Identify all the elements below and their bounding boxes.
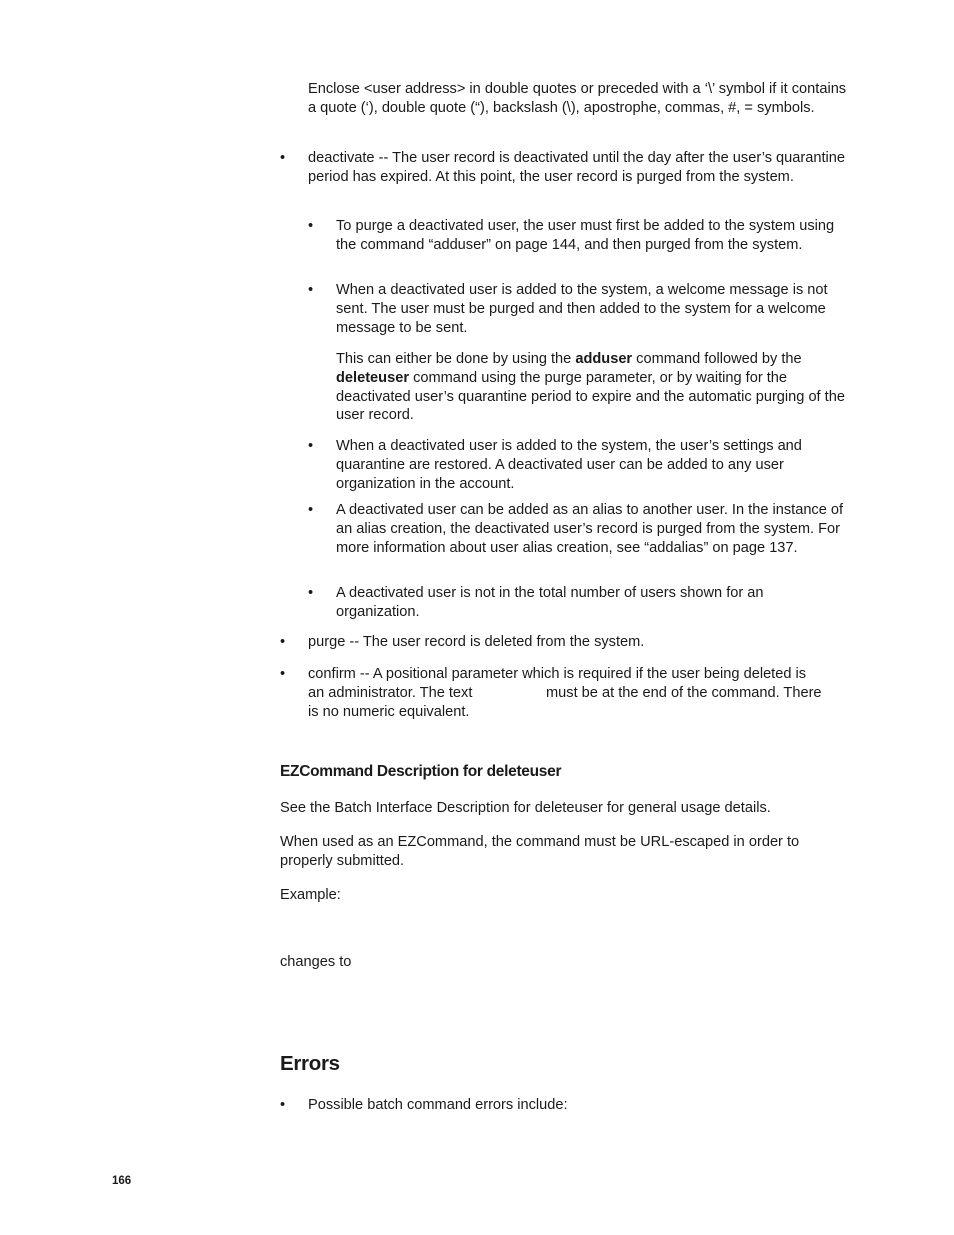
deactivate-subitem-2: When a deactivated user is added to the system, a welcome message is not sent. The user must be purged and then added to the system for a welcome message to be sent. bbox=[336, 282, 828, 336]
enclose-paragraph: Enclose <user address> in double quotes or preceded with a ‘\’ symbol if it contains a quote (‘), double quote (“), backslash (\), apostrophe, commas, #, = symbols. bbox=[308, 81, 847, 116]
confirm-line-1: confirm -- A positional parameter which is required if the user being deleted is bbox=[308, 666, 807, 682]
example-label: Example: bbox=[280, 887, 341, 903]
bullet-marker: • bbox=[308, 438, 314, 454]
changes-to-label: changes to bbox=[280, 954, 352, 970]
bullet-marker: • bbox=[280, 666, 286, 682]
ezcommand-paragraph-2: When used as an EZCommand, the command must be URL-escaped in order to properly submitted. bbox=[280, 834, 800, 869]
deactivate-subitem-1: To purge a deactivated user, the user must first be added to the system using the command “adduser” on page 144, and then purged from the system. bbox=[336, 218, 835, 253]
ezcommand-heading: EZCommand Description for deleteuser bbox=[280, 763, 562, 780]
confirm-line-2 bbox=[308, 684, 848, 703]
text-run: This can either be done by using the bbox=[336, 351, 576, 367]
confirm-line-3: is no numeric equivalent. bbox=[308, 703, 470, 720]
command-name-deleteuser: deleteuser bbox=[336, 369, 410, 386]
ezcommand-paragraph-1: See the Batch Interface Description for deleteuser for general usage details. bbox=[280, 800, 771, 816]
command-name-adduser: adduser bbox=[575, 351, 633, 367]
errors-item-1: Possible batch command errors include: bbox=[308, 1097, 568, 1113]
bullet-marker: • bbox=[308, 282, 314, 298]
bullet-marker: • bbox=[308, 502, 314, 518]
deactivate-item: deactivate -- The user record is deactivated until the day after the user’s quarantine period has expired. At this point, the user record is purged from the system. bbox=[308, 150, 846, 185]
bullet-marker: • bbox=[280, 1097, 286, 1113]
confirm-line-2b: must be at the end of the command. There bbox=[546, 684, 822, 701]
confirm-item bbox=[308, 665, 848, 721]
bullet-marker: • bbox=[308, 218, 314, 234]
text-run: command using the purge parameter, or by waiting for the deactivated user’s quarantine period to expire and the automatic purging of the user record. bbox=[336, 369, 845, 424]
bullet-marker: • bbox=[280, 150, 286, 166]
deactivate-subitem-3: When a deactivated user is added to the system, the user’s settings and quarantine are restored. A deactivated user can be added to any user organization in the account. bbox=[336, 438, 802, 492]
deactivate-subitem-4: A deactivated user can be added as an alias to another user. In the instance of an alias creation, the deactivated user’s record is purged from the system. For more information about user alias creation, see “addalias” on page 137. bbox=[336, 502, 844, 556]
bullet-marker: • bbox=[308, 585, 314, 601]
purge-item: purge -- The user record is deleted from the system. bbox=[308, 634, 645, 650]
text-run: command followed by the bbox=[632, 351, 802, 367]
deactivate-subitem-5: A deactivated user is not in the total number of users shown for an organization. bbox=[336, 585, 764, 620]
confirm-line-2a: an administrator. The text bbox=[308, 684, 473, 701]
page-number: 166 bbox=[112, 1175, 132, 1187]
errors-heading: Errors bbox=[280, 1052, 340, 1075]
deactivate-subitem-2-continuation bbox=[336, 350, 846, 425]
bullet-marker: • bbox=[280, 634, 286, 650]
